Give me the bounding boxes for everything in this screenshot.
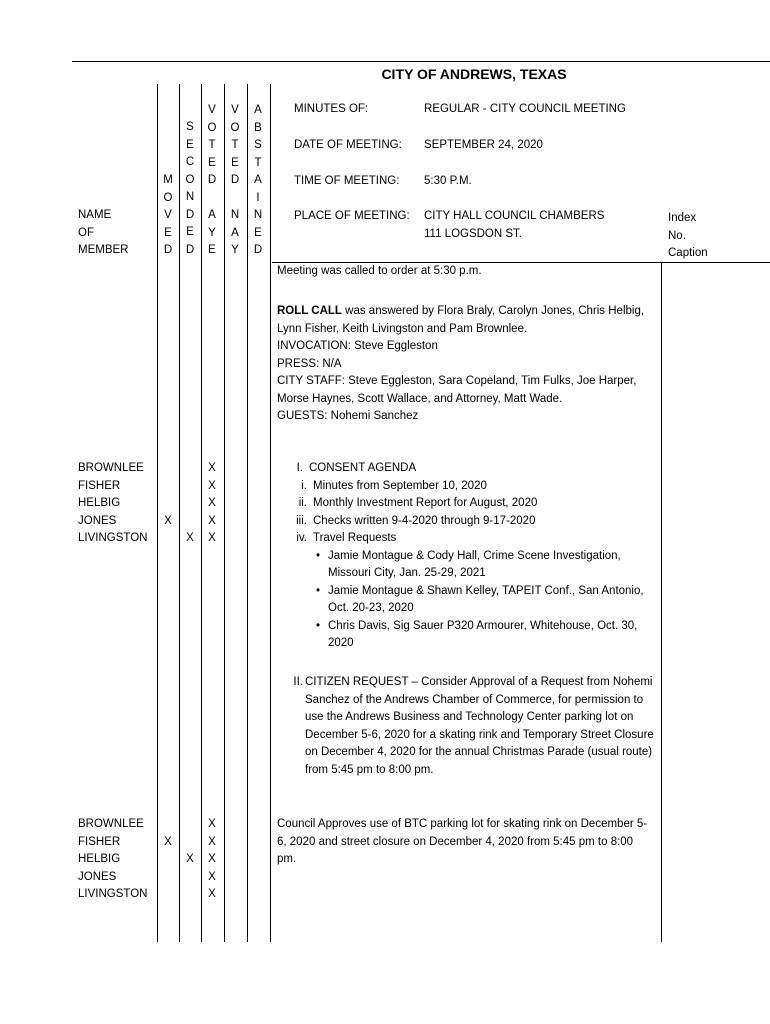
consent-items bbox=[277, 478, 537, 548]
called-to-order: Meeting was called to order at 5:30 p.m. bbox=[277, 265, 482, 277]
roll-call-heading: ROLL CALL bbox=[277, 305, 342, 317]
vote1-seconded-marks: X bbox=[186, 532, 194, 544]
council-approval: Council Approves use of BTC parking lot for skating rink on December 5-6, 2020 and street closure on December 4, 2020 from 5:45 pm to 8:00 pm. bbox=[277, 818, 648, 865]
travel-requests-list bbox=[316, 548, 656, 653]
page-title: CITY OF ANDREWS, TEXAS bbox=[381, 66, 567, 82]
time-value: 5:30 P.M. bbox=[424, 175, 472, 187]
minutes-of-value: REGULAR - CITY COUNCIL MEETING bbox=[424, 103, 626, 115]
abstained-header: A B S T A I N E D bbox=[253, 104, 263, 256]
time-label: TIME OF MEETING: bbox=[294, 175, 400, 187]
travel-request-item: • Jamie Montague & Cody Hall, Crime Scene Investigation, Missouri City, Jan. 25-29, 2021 bbox=[316, 548, 656, 583]
vote2-members: BROWNLEE FISHER HELBIG JONES LIVINGSTON bbox=[78, 818, 148, 900]
vote1-members: BROWNLEE FISHER HELBIG JONES LIVINGSTON bbox=[78, 462, 148, 544]
voted-aye-header: V O T E D A Y E bbox=[207, 104, 217, 256]
place-value-line2: 111 LOGSDON ST. bbox=[424, 228, 522, 240]
consent-heading: I. CONSENT AGENDA bbox=[296, 462, 417, 474]
vote2-seconded-marks: X bbox=[186, 853, 194, 865]
member-column-label: NAME OF MEMBER bbox=[78, 209, 129, 256]
consent-item: i. Minutes from September 10, 2020 bbox=[301, 479, 487, 492]
col-divider-6 bbox=[270, 84, 271, 942]
press: PRESS: N/A bbox=[277, 357, 342, 370]
seconded-header: S E C O N D E D bbox=[185, 121, 195, 256]
top-rule bbox=[72, 61, 770, 62]
voted-nay-header: V O T E D N A Y bbox=[230, 104, 240, 256]
date-value: SEPTEMBER 24, 2020 bbox=[424, 139, 543, 151]
minutes-of-label: MINUTES OF: bbox=[294, 103, 369, 115]
travel-request-item: • Jamie Montague & Shawn Kelley, TAPEIT Conf., San Antonio, Oct. 20-23, 2020 bbox=[316, 583, 656, 618]
citizen-request: II. CITIZEN REQUEST – Consider Approval of a Request from Nohemi Sanchez of the Andrews Chamber of Commerce, for permission to use the Andrews Business and Technology Center parking lot on December 5-6, 2020 for a skating rink and Temporary Street Closure on December 4, 2020 for the annual Christmas Parade (usual route) from 5:45 pm to 8:00 pm. bbox=[293, 676, 654, 776]
invocation: INVOCATION: Steve Eggleston bbox=[277, 340, 438, 352]
index-divider bbox=[661, 262, 662, 942]
roll-call-section: ROLL CALL was answered by Flora Braly, Carolyn Jones, Chris Helbig, Lynn Fisher, Keith Livingston and Pam Brownlee. INVOCATION: Steve Eggleston PRESS: N/A CITY STAFF: Steve Eggleston, Sara Copeland, Tim Fulks, Joe Harper, Morse Haynes, Scott Wallace, and Attorney, Matt Wade. GUESTS: Nohemi Sanchez bbox=[277, 303, 655, 426]
consent-item: iv. Travel Requests bbox=[296, 532, 397, 544]
city-staff: CITY STAFF: Steve Eggleston, Sara Copeland, Tim Fulks, Joe Harper, Morse Haynes, Scott Wallace, and Attorney, Matt Wade. bbox=[277, 375, 637, 405]
moved-header: M O V E D bbox=[163, 174, 173, 256]
vote1-aye-marks: X X X X X bbox=[208, 462, 216, 544]
consent-item: iii. Checks written 9-4-2020 through 9-17-2020 bbox=[296, 514, 536, 527]
place-value-line1: CITY HALL COUNCIL CHAMBERS bbox=[424, 210, 605, 222]
place-label: PLACE OF MEETING: bbox=[294, 210, 410, 222]
date-label: DATE OF MEETING: bbox=[294, 139, 402, 151]
travel-request-item: • Chris Davis, Sig Sauer P320 Armourer, Whitehouse, Oct. 30, 2020 bbox=[316, 618, 656, 653]
consent-item: ii. Monthly Investment Report for August, 2020 bbox=[298, 497, 538, 509]
index-column-label: Index No. Caption bbox=[668, 212, 708, 259]
vote2-aye-marks: X X X X X bbox=[208, 818, 216, 900]
vote2-moved-marks: X bbox=[164, 835, 172, 848]
vote1-moved-marks: X bbox=[164, 514, 172, 527]
guests: GUESTS: Nohemi Sanchez bbox=[277, 410, 419, 422]
